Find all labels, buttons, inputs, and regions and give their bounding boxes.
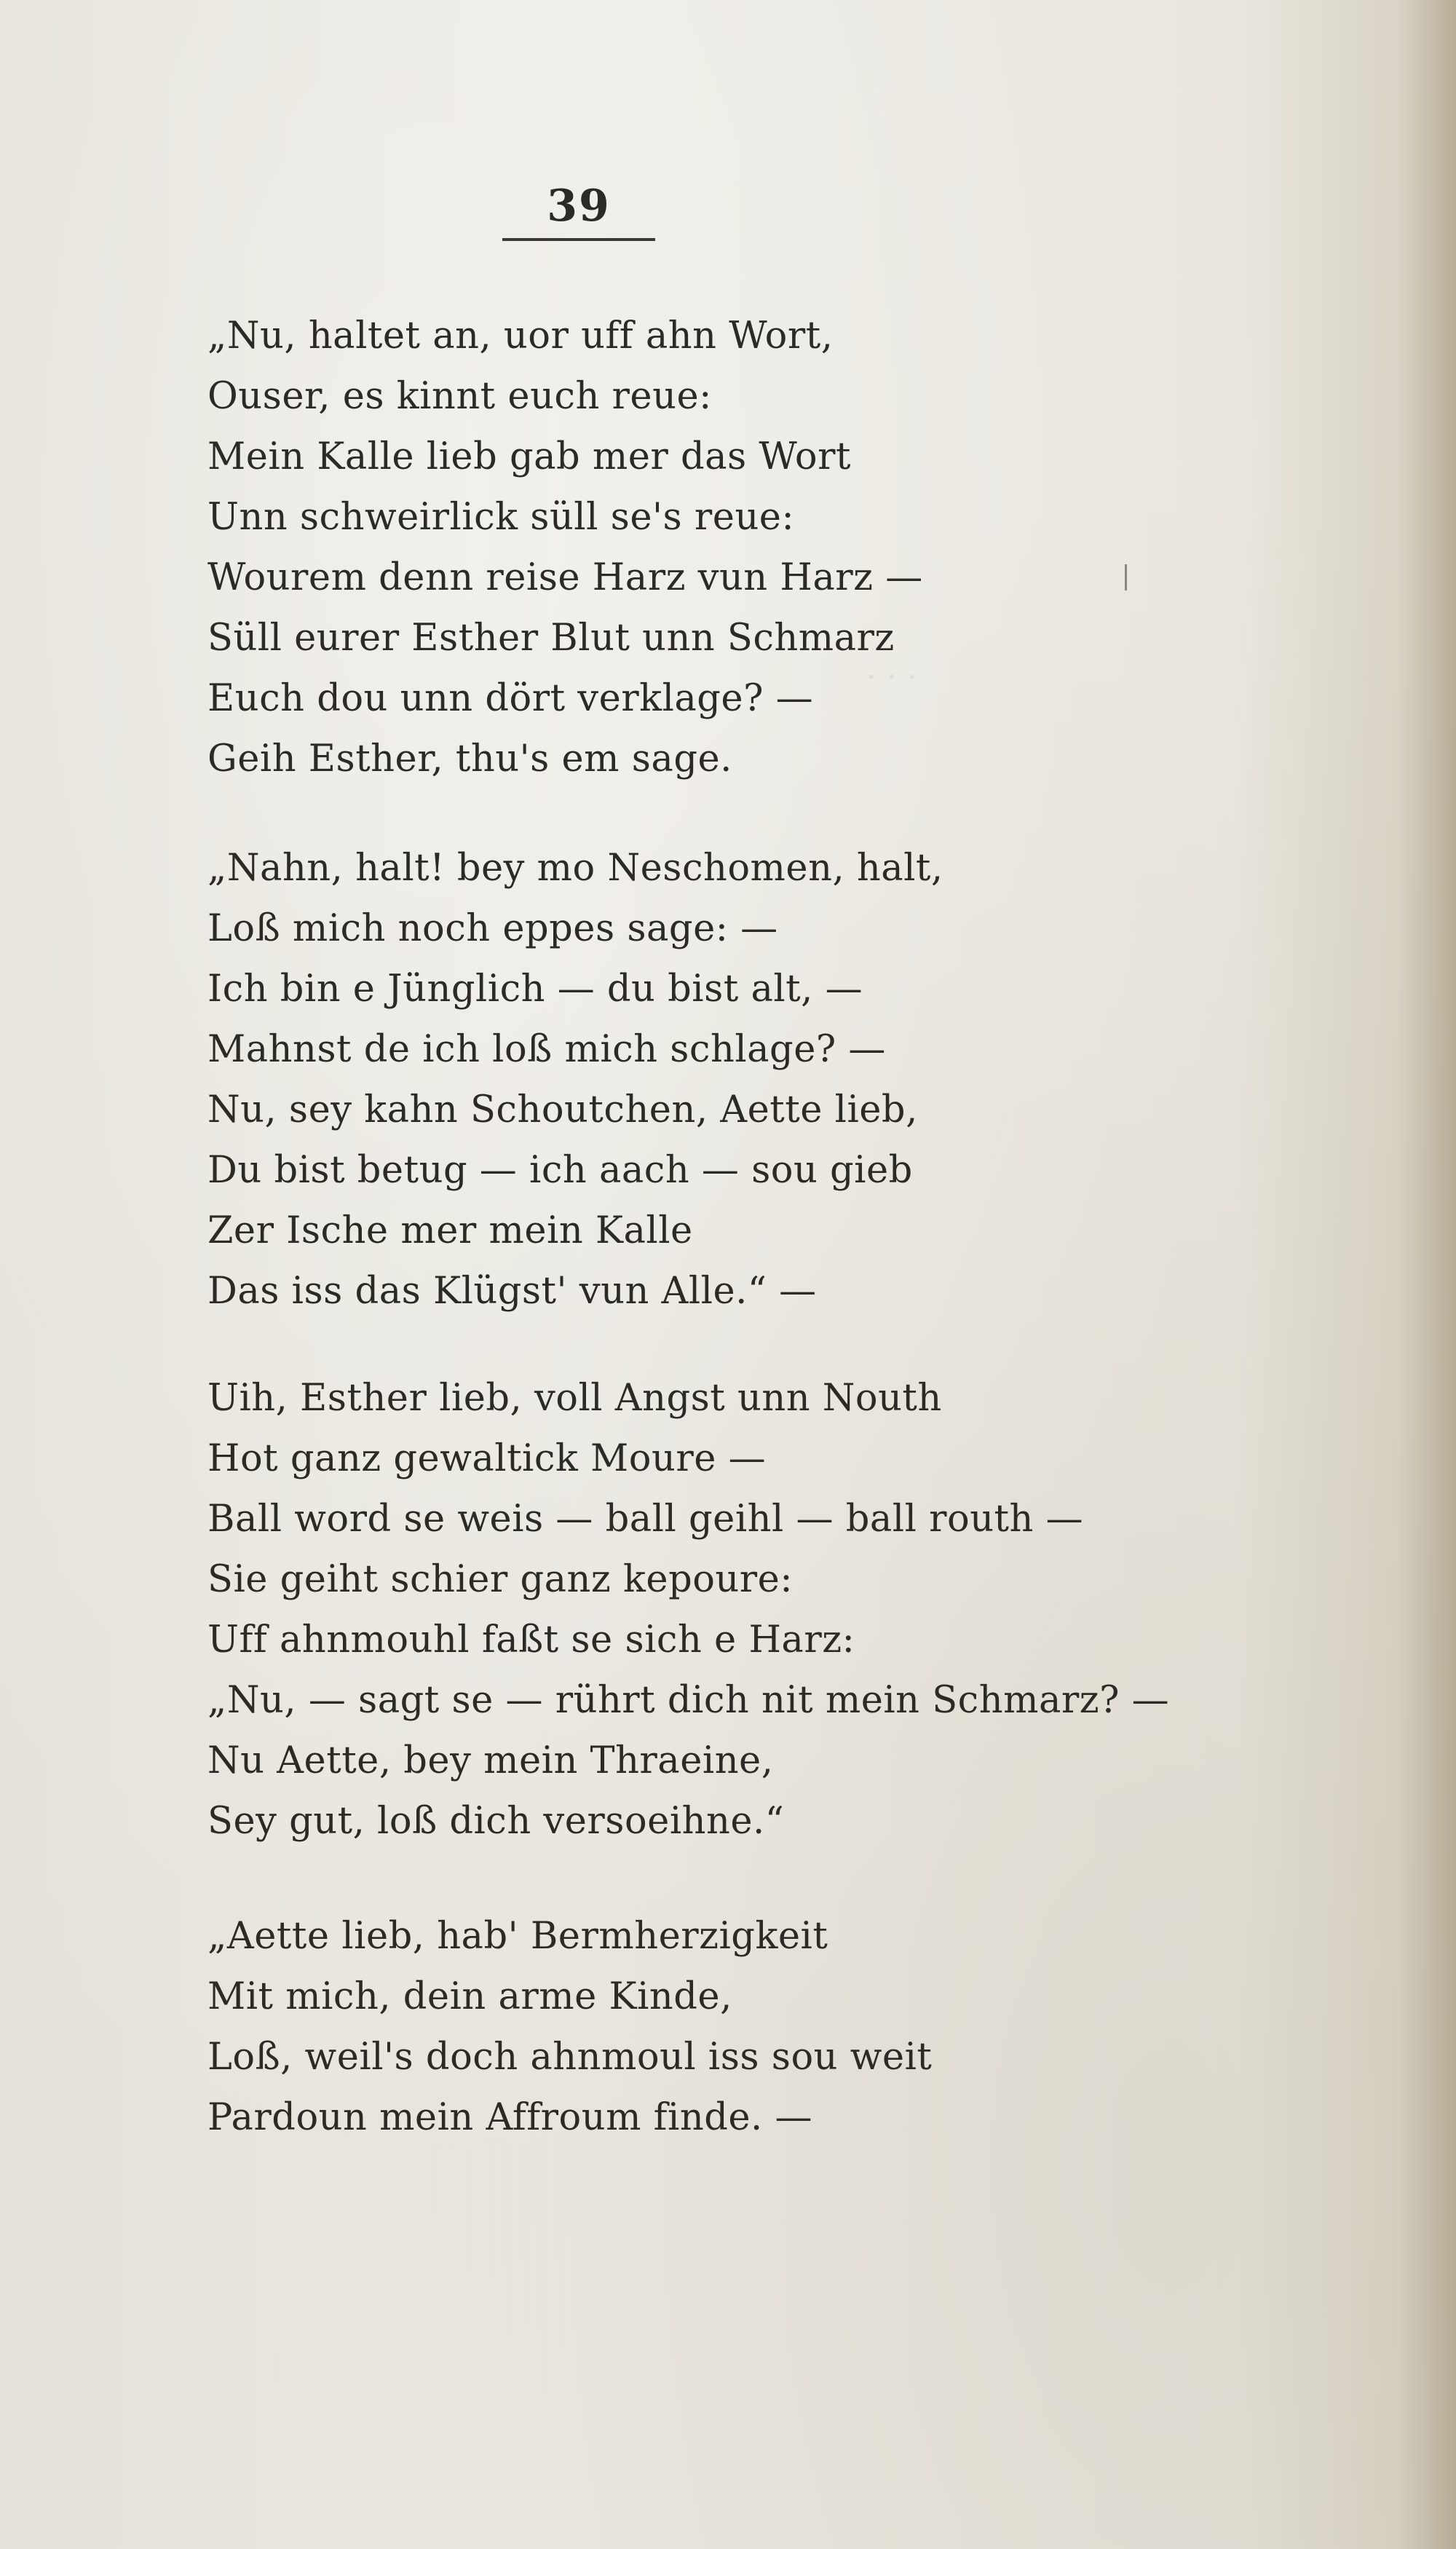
stanza-3-line-5: Uff ahnmouhl faßt se sich e Harz: xyxy=(207,1619,855,1661)
stanza-1-line-7: Euch dou unn dört verklage? — xyxy=(207,677,814,720)
stanza-1-line-4: Unn schweirlick süll se's reue: xyxy=(207,496,795,539)
stanza-2-line-8: Das iss das Klügst' vun Alle.“ — xyxy=(207,1270,817,1313)
stanza-3-line-2: Hot ganz gewaltick Moure — xyxy=(207,1437,767,1480)
ink-mark xyxy=(1125,564,1127,590)
stanza-1-line-6: Süll eurer Esther Blut unn Schmarz xyxy=(207,617,895,660)
stanza-1-line-3: Mein Kalle lieb gab mer das Wort xyxy=(207,435,851,478)
header-rule xyxy=(502,238,655,241)
stanza-4-line-3: Loß, weil's doch ahnmoul iss sou weit xyxy=(207,2036,933,2079)
stanza-2-line-2: Loß mich noch eppes sage: — xyxy=(207,907,778,950)
stanza-2-line-3: Ich bin e Jünglich — du bist alt, — xyxy=(207,968,863,1011)
stanza-2-line-7: Zer Ische mer mein Kalle xyxy=(207,1209,693,1252)
stanza-1-line-2: Ouser, es kinnt euch reue: xyxy=(207,375,712,418)
stanza-2-line-1: „Nahn, halt! bey mo Neschomen, halt, xyxy=(207,847,943,890)
stanza-2-line-5: Nu, sey kahn Schoutchen, Aette lieb, xyxy=(207,1088,918,1131)
stanza-3-line-3: Ball word se weis — ball geihl — ball routh — xyxy=(207,1498,1084,1541)
stanza-2-line-6: Du bist betug — ich aach — sou gieb xyxy=(207,1149,913,1192)
show-through-text: · · · xyxy=(866,659,917,696)
stanza-3-line-6: „Nu, — sagt se — rührt dich nit mein Schmarz? — xyxy=(207,1679,1170,1722)
stanza-2-line-4: Mahnst de ich loß mich schlage? — xyxy=(207,1028,886,1071)
stanza-4-line-2: Mit mich, dein arme Kinde, xyxy=(207,1975,732,2018)
stanza-4-line-1: „Aette lieb, hab' Bermherzigkeit xyxy=(207,1915,828,1958)
stanza-3-line-7: Nu Aette, bey mein Thraeine, xyxy=(207,1739,774,1782)
stanza-1-line-1: „Nu, haltet an, uor uff ahn Wort, xyxy=(207,315,834,357)
stanza-3-line-1: Uih, Esther lieb, voll Angst unn Nouth xyxy=(207,1377,942,1420)
page-number: 39 xyxy=(547,181,611,232)
stanza-3-line-4: Sie geiht schier ganz kepoure: xyxy=(207,1558,794,1601)
stanza-1-line-5: Wourem denn reise Harz vun Harz — xyxy=(207,556,923,599)
stanza-3-line-8: Sey gut, loß dich versoeihne.“ xyxy=(207,1800,785,1843)
stanza-4-line-4: Pardoun mein Affroum finde. — xyxy=(207,2096,812,2139)
stanza-1-line-8: Geih Esther, thu's em sage. xyxy=(207,738,732,780)
